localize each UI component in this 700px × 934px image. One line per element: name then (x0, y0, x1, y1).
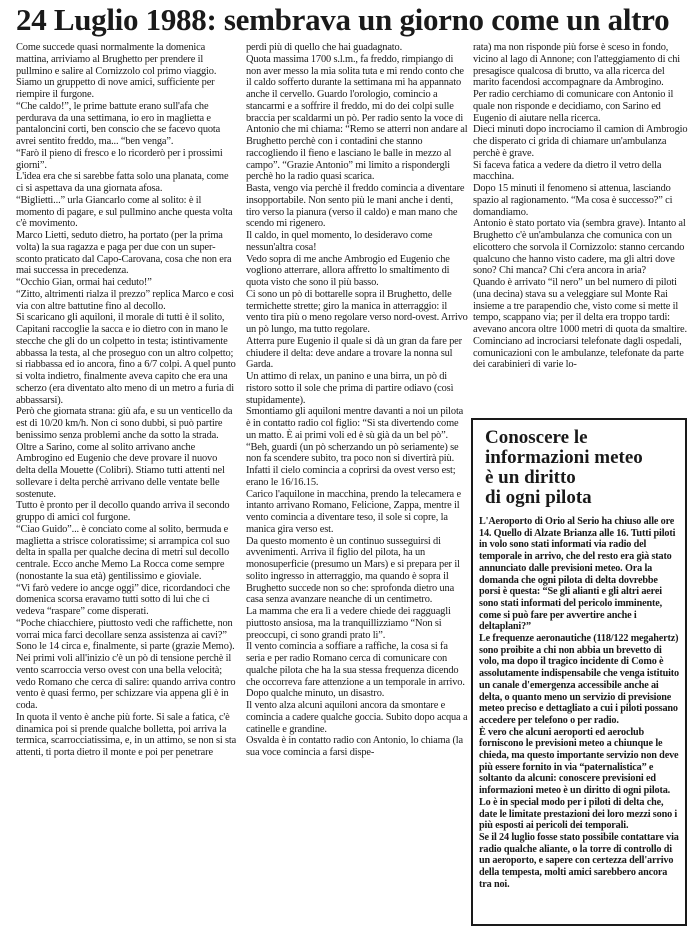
paragraph: “Farò il pieno di fresco e lo ricorderò per i prossimi giorni”. (16, 147, 223, 171)
sidebar-paragraph: Le frequenze aeronautiche (118/122 megahertz) sono proibite a chi non abbia un brevetto di volo, ma dopo il tragico incidente di Como è assolutamente indispensabile che venga istituito un canale d'emergenza accessibile anche ai delta, o quanto meno un servizio di previsione meteo preciso e dettagliato a cui i piloti possano accedere per telefono o per radio. (479, 633, 679, 726)
paragraph: Si faceva fatica a vedere da dietro il vetro della macchina. (473, 159, 662, 183)
paragraph: Basta, vengo via perchè il freddo comincia a diventare insopportabile. Non sento più le mani anche i denti, tiro verso la pianura (verso il caldo) e man mano che scendo mi rigenero. (246, 183, 465, 230)
paragraph: Quota massima 1700 s.l.m., fa freddo, rimpiango di non aver messo la mia solita tuta e mi rendo conto che il caldo sofferto durante la settimana mi ha appannato anche il cervello. Guardo l'orologio, comincio a stancarmi e a soffrire il freddo, mi do dei colpi sulle braccia per scaldarmi un pò. Per radio sento la voce di Antonio che mi chiama: “Remo se atterri non andare al Brughetto perchè con i contadini che stanno raccogliendo il fieno e lasciano le balle in mezzo al campo”. “Grazie Antonio” mi limito a rispondergli perchè ho la radio quasi scarica. (246, 53, 468, 183)
paragraph: “Zitto, altrimenti rialza il prezzo” replica Marco e così via con altre battutine fino al decollo. (16, 288, 234, 312)
paragraph: Come succede quasi normalmente la domenica mattina, arriviamo al Brughetto per prendere il pullmino e salire al Cornizzolo col primo viaggio. Siamo un gruppetto di nove amici, sufficiente per riempire il furgone. (16, 42, 217, 100)
paragraph: Cominciano ad incrociarsi telefonate dagli ospedali, comunicazioni con le ambulanze, telefonate da parte dei carabinieri di varie lo- (473, 335, 684, 371)
paragraph: “Biglietti...” urla Giancarlo come al solito: è il momento di pagare, e sul pullmino anche questa volta c'è movimento. (16, 194, 233, 230)
paragraph: Il vento alza alcuni aquiloni ancora da smontare e comincia a cadere qualche goccia. Subito dopo acqua a catinelle e grandine. (246, 700, 468, 735)
paragraph: Atterra pure Eugenio il quale si dà un gran da fare per chiudere il delta: deve andare a trovare la nonna sul Garda. (246, 335, 462, 371)
sidebar-title-line: Conoscere le (485, 427, 588, 448)
paragraph: perdi più di quello che hai guadagnato. (246, 42, 403, 53)
paragraph: Sono le 14 circa e, finalmente, si parte (grazie Memo). (16, 641, 235, 653)
paragraph: Antonio è stato portato via (sembra grave). Intanto al Brughetto c'è un'ambulanza che comunica con un elicottero che sorvola il Cornizzolo: stanno cercando qualcuno che hanno visto cadere, ma gli altri dove sono? Chi manca? Chi c'era ancora in aria? (473, 218, 686, 277)
paragraph: Osvalda è in contatto radio con Antonio, lo chiama (la sua voce comincia a farsi dispe- (246, 735, 463, 758)
article-headline: 24 Luglio 1988: sembrava un giorno come un altro (16, 2, 670, 37)
paragraph: Smontiamo gli aquiloni mentre davanti a noi un pilota è in contatto radio col figlio: “Si sta divertendo come un matto. È ai primi voli ed è sù già da un bel pò”. (246, 406, 464, 441)
article-column-3 (473, 42, 691, 430)
paragraph: rata) ma non risponde più forse è sceso in fondo, vicino al lago di Annone; con l'atteggiamento di chi presagisce qualcosa di brutto, va alla ricerca del marito facendosi accompagnare da Ambrogino. (473, 42, 681, 89)
paragraph: Vedo sopra di me anche Ambrogio ed Eugenio che vogliono atterrare, allora affretto lo smaltimento di quota visto che sono il più basso. (246, 253, 450, 288)
sidebar-title-line: di ogni pilota (485, 487, 592, 508)
paragraph: Quando è arrivato “il nero” un bel numero di piloti (una decina) stava su a veleggiare sul Monte Rai insieme a tre parapendio che, visto come si mette il tempo, scappano via; per il delta era troppo tardi: avevano ancora oltre 1000 metri di quota da smaltire. (473, 277, 687, 335)
paragraph: Carico l'aquilone in macchina, prendo la telecamera e intanto arrivano Romano, Felicione, Zappa, mentre il vento comincia a diventare teso, il sole si copre, la manica gira verso est. (246, 488, 461, 535)
paragraph: Si scaricano gli aquiloni, il morale di tutti è il solito, Capitani raccoglie la sacca e io dietro con in mano le stecche che gli do un colpetto in testa; istintivamente abbassa la testa, al che proseguo con un altro colpetto; si riabbassa ed io ancora, fino a 6/7 colpi. A quel punto si volta indietro, finalmente aveva capito che era una scherzo (era diventato alto meno di un metro a furia di abbassarsi). (16, 312, 236, 406)
paragraph: Il caldo, in quel momento, lo desideravo come nessun'altra cosa! (246, 230, 433, 253)
paragraph: Il vento comincia a soffiare a raffiche, la cosa si fa seria e per radio Romano cerca di comunicare con qualche pilota che ha la sua stessa frequenza dicendo che occorreva fare attenzione a un temporale in arrivo. (246, 641, 465, 688)
paragraph: Ci sono un pò di bottarelle sopra il Brughetto, delle termichette strette; giro la manica in atterraggio: il vento tira più o meno regolare verso nord-ovest. Arrivo un pò lungo, ma tutto regolare. (246, 288, 468, 335)
paragraph: La mamma che era lì a vedere chiede dei ragguagli piuttosto ansiosa, ma la tranquillizziamo “Non si preoccupi, ci sono grandi prato lì”. (246, 606, 451, 641)
paragraph: Per radio cerchiamo di comunicare con Antonio il quale non risponde e decidiamo, con Sarino ed Eugenio di aiutare nella ricerca. (473, 89, 674, 124)
sidebar-paragraph: È vero che alcuni aeroporti ed aeroclub forniscono le previsioni meteo a chiunque le chieda, ma questo importante servizio non deve più essere fornito in via “paternalistica” e soltanto da alcuni: conoscere previsioni ed informazioni meteo è un diritto di ogni pilota. Lo è in special modo per i piloti di delta che, date le limitate prestazioni dei loro mezzi sono i più esposti ai pericoli dei temporali. (479, 726, 679, 832)
sidebar-box (471, 418, 687, 926)
paragraph: “Vi farò vedere io ancge oggi” dice, ricordandoci che domenica scorsa eravamo tutti sotto di lui che ci vedeva “raspare” come disperati. (16, 582, 230, 617)
sidebar-title (485, 428, 679, 508)
sidebar-paragraph: Se il 24 luglio fosse stato possibile contattare via radio qualche aliante, o la torre di controllo di un aeroporto, e sapere con certezza dell'arrivo della tempesta, molti amici sarebbero ancora tra noi. (479, 831, 679, 890)
sidebar-title-line: è un diritto (485, 467, 576, 488)
paragraph: Dopo qualche minuto, un disastro. (246, 688, 385, 700)
paragraph: “Occhio Gian, ormai hai ceduto!” (16, 277, 152, 288)
paragraph: Dopo 15 minuti il fenomeno si attenua, lasciando spazio al ragionamento. “Ma cosa è successo?” ci domandiamo. (473, 183, 673, 218)
paragraph: “Beh, guardi (un pò scherzando un pò seriamente) se non fa scendere subito, tra poco non si divertirà più. Infatti il cielo comincia a coprirsi da ovest verso est; erano le 16/16.15. (246, 441, 459, 488)
paragraph: Marco Lietti, seduto dietro, ha portato (per la prima volta) la sua ragazza e paga per due con un super-sconto praticato dal Capo-Carovana, cosa che non era mai successa in precedenza. (16, 230, 232, 277)
article-column-2 (246, 42, 468, 930)
paragraph: L'idea era che si sarebbe fatta solo una planata, come ci si aspettava da una giornata afosa. (16, 171, 229, 194)
paragraph: Tutto è pronto per il decollo quando arriva il secondo gruppo di amici col furgone. (16, 500, 230, 523)
paragraph: “Che caldo!”, le prime battute erano sull'afa che perdurava da una settimana, io ero in maglietta e pantaloncini corti, ben conscio che se facevo quota avrei sentito freddo, ma... “ben venga”. (16, 100, 221, 147)
paragraph: Nei primi voli all'inizio c'è un pò di tensione perchè il vento scarroccia verso ovest con una bella velocità; vedo Romano che cerca di salire: quando arriva contro vento è quasi fermo, per schizzare via appena gli è in coda. (16, 653, 236, 711)
paragraph: In quota il vento è anche più forte. Si sale a fatica, c'è dinamica poi si prende qualche bolletta, poi arriva la termica, scarrocciatissima, e, in un attimo, se non si sta attenti, ti porta dietro il monte e poi per penetrare (16, 711, 237, 758)
paragraph: Però che giornata strana: giù afa, e su un venticello da est di 10/20 km/h. Non ci sono dubbi, si può partire benissimo senza problemi anche da sotto la strada. Oltre a Sarino, come al solito arrivano anche Ambrogino ed Eugenio che deve provare il nuovo delta della Mouette (Colibri). Stiamo tutti attenti nel sollevare i delta perchè arrivano delle ventate belle sostenute. (16, 406, 233, 500)
sidebar-title-line: informazioni meteo (485, 447, 643, 468)
article-column-1 (16, 42, 238, 930)
paragraph: Un attimo di relax, un panino e una birra, un pò di ristoro sotto il sole che prima di partire odiavo (così stupidamente). (246, 371, 454, 406)
paragraph: “Ciao Guido”... è conciato come al solito, bermuda e maglietta a strisce coloratissime; si arrampica col suo delta in spalla per qualche decina di metri sul decollo centrale. Ecco anche Memo La Rocca come sempre (nonostante la sua età) gentilissimo e gioviale. (16, 523, 230, 582)
paragraph: “Poche chiacchiere, piuttosto vedi che raffichette, non vorrai mica farci decollare senza assistenza ai cavi?” (16, 617, 233, 641)
paragraph: Da questo momento è un continuo susseguirsi di avvenimenti. Arriva il figlio del pilota, ha un monosuperficie (presumo un Mars) e si prepara per il solito ingresso in atterraggio, ma quando è sopra il Brughetto succede non so che: sprofonda dietro una casa senza avanzare neanche di un centimetro. (246, 535, 460, 606)
sidebar-paragraph: L'Aeroporto di Orio al Serio ha chiuso alle ore 14. Quello di Alzate Brianza alle 16. Tutti piloti in volo sono stati informati via radio del temporale in arrivo, che del resto era già stato annunciato dalle previsioni meteo. Ora la domanda che ogni pilota di delta dovrebbe porsi è questa: “Se gli alianti e gli altri aerei sono stati informati del pericolo imminente, come si può fare per avvertire anche i deltaplani?” (479, 516, 676, 633)
paragraph: Dieci minuti dopo incrociamo il camion di Ambrogio che disperato ci grida di chiamare un'ambulanza perchè è grave. (473, 124, 688, 159)
